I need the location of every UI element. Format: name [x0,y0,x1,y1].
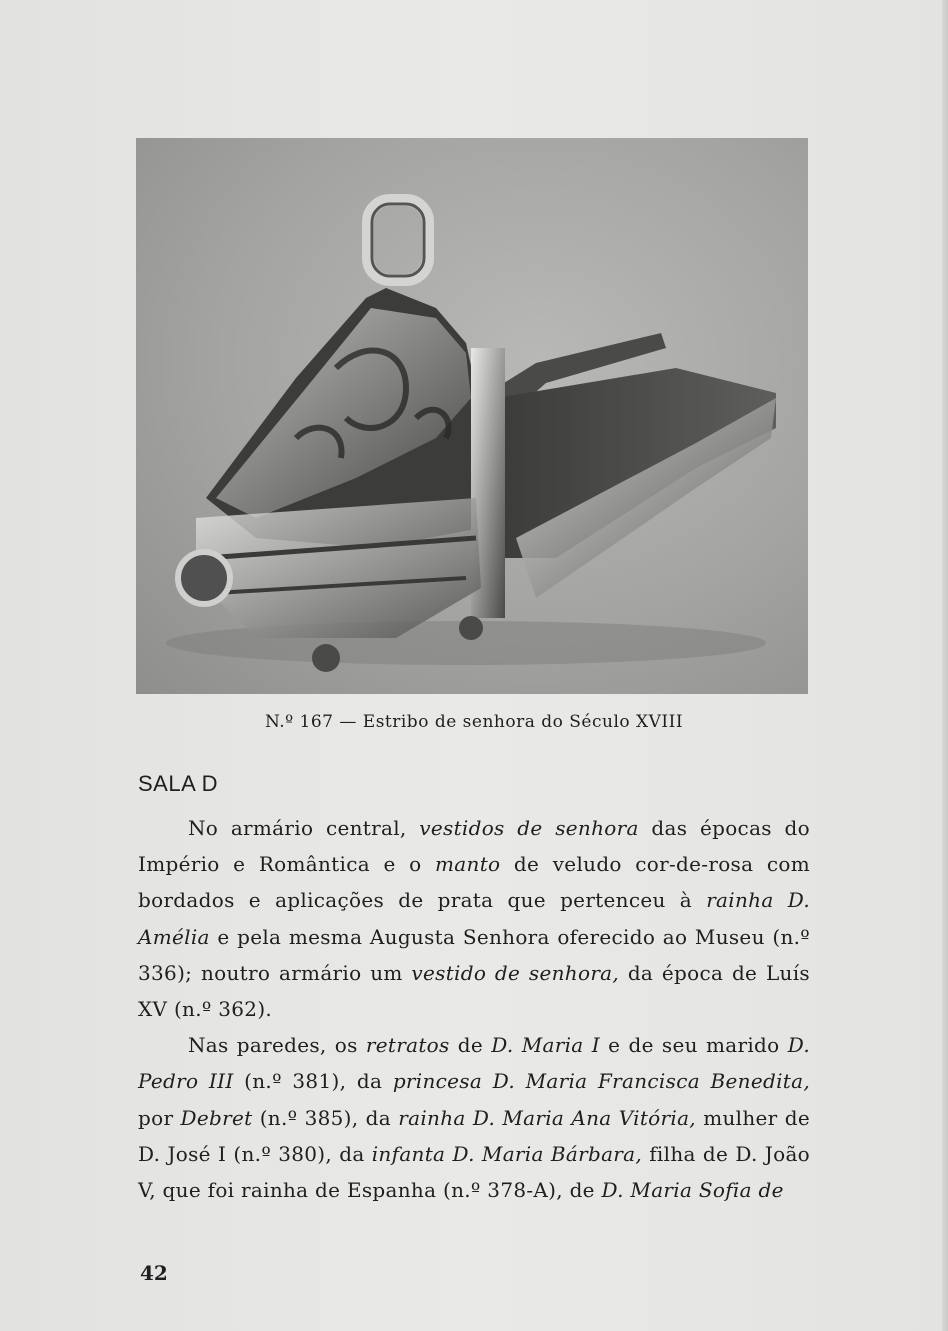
stirrup-illustration [136,138,808,694]
italic-text: vestidos de senhora [419,816,639,840]
text-run: e de seu marido [599,1033,788,1058]
italic-text: D. Maria I [491,1033,600,1058]
paragraph [138,810,810,1027]
italic-text: manto [435,852,501,877]
text-run: mulher de D. José I (n.º 380), da [138,1105,811,1166]
page-number: 42 [140,1261,168,1285]
text-run: filha de D. João V, que foi rainha de Espanha (n.º 378-A), de [138,1141,811,1203]
italic-text: princesa D. Maria Francisca Benedita, [392,1069,811,1094]
section-heading: SALA D [138,771,219,796]
stirrup-photo [136,138,808,694]
text-run: de [449,1033,492,1058]
body-text [138,810,810,1208]
italic-text: vestido de senhora, [411,960,620,985]
italic-text: infanta D. Maria Bárbara, [371,1141,643,1166]
text-run: da época de Luís XV (n.º 362). [138,960,810,1022]
italic-text: D. Maria Sofia de [601,1178,784,1203]
paragraph [138,1027,810,1208]
text-run: No armário central, [188,816,420,840]
text-run: (n.º 385), da [252,1105,399,1130]
italic-text: Debret [180,1105,253,1130]
figure-caption: N.º 167 — Estribo de senhora do Século XVIII [264,712,684,732]
italic-text: rainha D. Maria Ana Vitória, [398,1105,696,1130]
text-run: Nas paredes, os [188,1033,366,1058]
text-run: de veludo cor-de-rosa com bordados e aplicações de prata que pertenceu à [138,852,810,913]
text-run: por [138,1105,181,1130]
italic-text: retratos [365,1033,450,1058]
text-run: das épocas do Império e Romântica e o [138,816,810,877]
page-edge [942,0,948,1331]
text-run: e pela mesma Augusta Senhora oferecido ao Museu (n.º 336); noutro armário um [138,924,810,985]
text-run: (n.º 381), da [233,1069,393,1094]
italic-text: D. Pedro III [138,1033,810,1094]
italic-text: rainha D. Amélia [138,888,810,949]
